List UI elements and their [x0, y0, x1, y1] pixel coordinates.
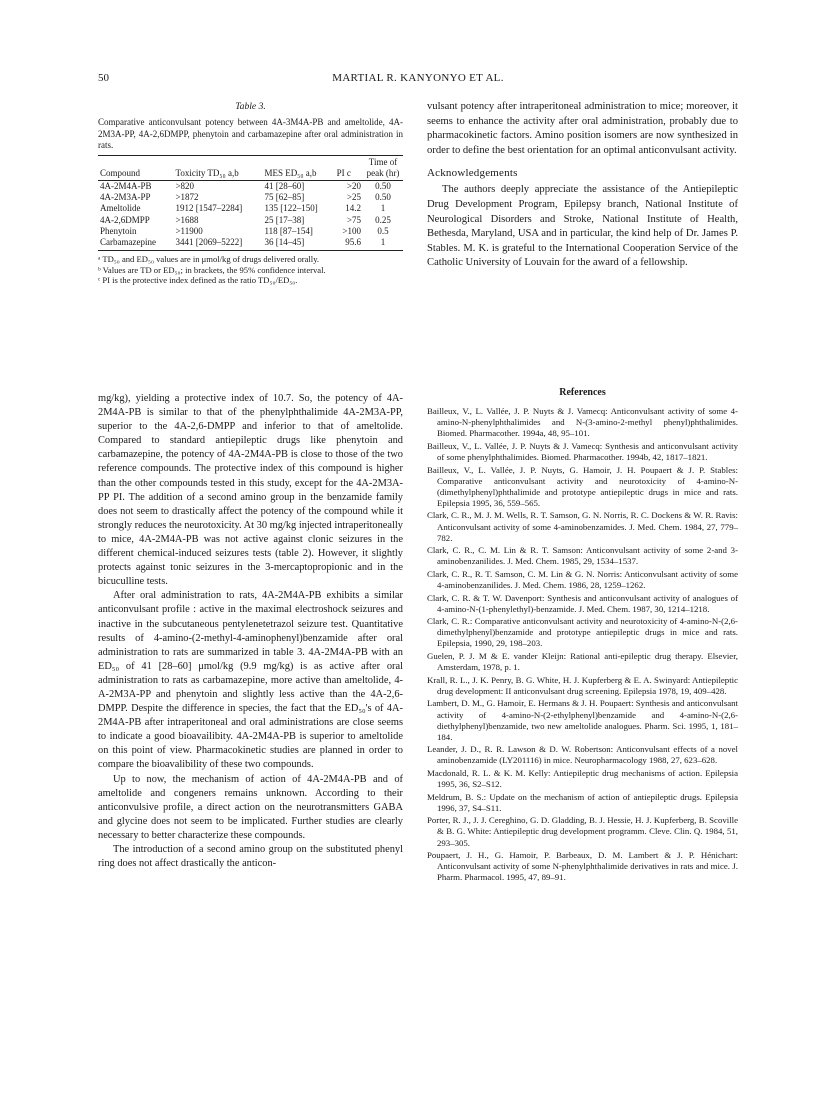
right-column-top	[427, 100, 738, 271]
footnote: ᵃ TD₅₀ and ED₅₀ values are in μmol/kg of drugs delivered orally.	[98, 254, 320, 265]
table-cell: >75	[346, 214, 361, 225]
table-cell: 4A-2M3A-PP	[100, 192, 151, 203]
acknowledgements-heading: Acknowledgements	[427, 167, 518, 180]
reference-item: Clark, C. R.: Comparative anticonvulsant activity and neurotoxicity of 4-amino-N-(2,6-dimethylphenyl)benzamide and prototype antiepileptic drugs in mice and rats. Epilepsia, 1990, 29, 198–203.	[427, 616, 738, 649]
table-header-cell: Time of peak (hr)	[363, 156, 403, 181]
footnote: ᵇ Values are TD or ED₅₀; in brackets, the 95% confidence interval.	[98, 264, 326, 275]
table-cell: 135 [122–150]	[264, 203, 318, 214]
references-list	[427, 406, 738, 883]
table-header-cell: PI c	[335, 156, 363, 181]
running-title: MARTIAL R. KANYONYO ET AL.	[332, 72, 504, 84]
reference-item: Clark, C. R., M. J. M. Wells, R. T. Samson, G. N. Norris, R. C. Dockens & W. R. Ravis: Anticonvulsant activity of some 4-aminobenzamides. J. Med. Chem. 1984, 27, 779–782.	[427, 510, 738, 543]
reference-item: Clark, C. R., R. T. Samson, C. M. Lin & G. N. Norris: Anticonvulsant activity of some 4-aminobenzanilides. J. Med. Chem. 1986, 28, 1259–1262.	[427, 568, 738, 590]
table-3-block	[98, 100, 403, 285]
footnote: ᶜ PI is the protective index defined as the ratio TD₅₀/ED₅₀.	[98, 275, 298, 286]
table-row	[98, 226, 403, 237]
table-row	[98, 192, 403, 203]
table-cell: 4A-2,6DMPP	[100, 214, 150, 225]
reference-item: Guelen, P. J. M & E. vander Kleijn: Rational anti-epileptic drug therapy. Elsevier, Amsterdam, 1978, p. 1.	[427, 651, 738, 673]
table-cell: 0.50	[375, 181, 391, 191]
table-row	[98, 215, 403, 226]
table-cell: 1	[380, 203, 386, 214]
table-cell: >25	[346, 192, 361, 203]
table-cell: 1912 [1547–2284]	[175, 203, 243, 214]
table-cell: 95.6	[335, 237, 363, 251]
references-heading: References	[559, 387, 606, 398]
reference-item: Porter, R. J., J. J. Cereghino, G. D. Gladding, B. J. Hessie, H. J. Kupferberg, B. Scoville & B. G. White: Antiepileptic drug development programm. Cleve. Clin. Q. 1984, 51, 293–305.	[427, 815, 738, 848]
table-cell: 75 [62–85]	[264, 192, 305, 203]
reference-item: Clark, C. R., C. M. Lin & R. T. Samson: Anticonvulsant activity of some 2-and 3-aminobenzanilides. J. Med. Chem. 1985, 29, 1534–1537.	[427, 545, 738, 567]
table-cell: 36 [14–45]	[263, 237, 335, 251]
table-cell: >20	[346, 181, 361, 191]
reference-item: Bailleux, V., L. Vallée, J. P. Nuyts & J. Vamecq: Synthesis and anticonvulsant activity of some phenylphthalimides. Biomed. Pharmacother. 1994b, 42, 1817–1821.	[427, 440, 738, 462]
table-cell: >1872	[175, 192, 199, 203]
table-cell: Carbamazepine	[98, 237, 173, 251]
table-cell: Ameltolide	[100, 203, 141, 214]
table-cell: 0.5	[377, 225, 389, 236]
table-row	[98, 237, 403, 251]
table-caption: Comparative anticonvulsant potency between 4A-3M4A-PB and ameltolide, 4A-2M3A-PP, 4A-2,6DMPP, phenytoin and carbamazepine after oral administration in rats.	[98, 117, 403, 156]
reference-item: Krall, R. L., J. K. Penry, B. G. White, H. J. Kupferberg & E. A. Swinyard: Antiepileptic drug development: II anticonvulsant drug screening. Epilepsia 1978, 19, 409–428.	[427, 674, 738, 696]
body-paragraph: Up to now, the mechanism of action of 4A-2M4A-PB and of ameltolide and congeners remains unknown. According to their anticonvulsive profile, a direct action on the neurotransmitters GABA and glycine does not seem to be implicated. Further studies are clearly necessary to better characterize these compounds.	[98, 773, 403, 841]
reference-item: Bailleux, V., L. Vallée, J. P. Nuyts, G. Hamoir, J. H. Poupaert & J. P. Stables: Comparative anticonvulsant activity and neurotoxicity of 4-amino-N-(dimethylphenyl)phthalimide and prototype antiepileptic drugs in mice and rats. Epilepsia 1995, 36, 559–565.	[427, 464, 738, 508]
table-cell: 0.50	[375, 192, 391, 203]
body-paragraph: vulsant potency after intraperitoneal administration to mice; moreover, it seems to enhance the activity after oral administration, probably due to pharmacokinetic factors. Amino position isomers are now synthesized in order to define the best orientation for an optimal anticonvulsant activity.	[427, 101, 738, 156]
table-footnotes	[98, 254, 403, 285]
page-number: 50	[98, 72, 109, 84]
table-cell: 25 [17–38]	[264, 214, 305, 225]
acknowledgements-text: The authors deeply appreciate the assistance of the Antiepileptic Drug Development Program, Epilepsy branch, National Institute of Neurological Disorders and Stroke, National Institute of Health, Bethesda, Maryland, USA and in particular, the kind help of Dr. James P. Stables. M. K. is grateful to the International Cooperation Service of the Catholic University of Louvain for the award of a fellowship.	[427, 184, 738, 269]
table-row	[98, 181, 403, 193]
body-paragraph: After oral administration to rats, 4A-2M4A-PB exhibits a similar anticonvulsant profile : active in the maximal electroshock seizures and inactive in the subcutaneous pentylenetetrazol seizure test. Quantitative results of 4-amino-(2-methyl-4-aminophenyl)benzamide after oral administration to rats are summarized in table 3. 4A-2M4A-PB with an ED₅₀ of 41 [28–60] μmol/kg (9.9 mg/kg) is as active after oral administration to rats as carbamazepine, more active than ameltolide, 4-A-2M3A-PP and phenytoin and slightly less active than the 4A-2,6-DMPP. Despite the difference in species, the fact that the ED₅₀'s of 4A-2M4A-PB after intraperitoneal and oral administrations are close seems to indicate a good bioavailibity. 4A-2M4A-PB is superior to ameltolide on this point of view. Pharmacokinetic studies are planned in order to compare the bioavalibility of these two compounds.	[98, 590, 403, 771]
table-cell: 14.2	[345, 203, 361, 214]
table-cell: 41 [28–60]	[264, 181, 305, 191]
reference-item: Meldrum, B. S.: Update on the mechanism of action of antiepileptic drugs. Epilepsia 1996, 37, S4–S11.	[427, 791, 738, 813]
table-cell: 4A-2M4A-PB	[100, 181, 152, 191]
anticonvulsant-table	[98, 156, 403, 252]
table-header-cell: MES ED₅₀ a,b	[263, 156, 335, 181]
body-paragraph: The introduction of a second amino group on the substituted phenyl ring does not affect drastically the anticon-	[98, 844, 403, 870]
reference-item: Clark, C. R. & T. W. Davenport: Synthesis and anticonvulsant activity of analogues of 4-amino-N-(1-phenylethyl)-benzamide. J. Med. Chem. 1987, 30, 1214–1218.	[427, 592, 738, 614]
table-header-row	[98, 156, 403, 181]
left-column-body	[98, 392, 403, 871]
table-header-cell: Compound	[98, 156, 173, 181]
table-cell: 118 [87–154]	[264, 225, 313, 236]
table-cell: >11900	[175, 225, 203, 236]
table-cell: Phenytoin	[100, 225, 137, 236]
table-header-cell: Toxicity TD₅₀ a,b	[173, 156, 262, 181]
reference-item: Poupaert, J. H., G. Hamoir, P. Barbeaux, D. M. Lambert & J. P. Hénichart: Anticonvulsant activity of some N-phenylphthalimide derivatives in rats and mice. J. Pharm. Pharmacol. 1995, 47, 89–91.	[427, 850, 738, 883]
table-cell: >820	[175, 181, 195, 191]
reference-item: Bailleux, V., L. Vallée, J. P. Nuyts & J. Vamecq: Anticonvulsant activity of some 4-amino-N-phenylphthalimides and N-(3-amino-2-methyl phenyl)phthalimides. Biomed. Pharmacother. 1994a, 48, 95–101.	[427, 406, 738, 439]
reference-item: Lambert, D. M., G. Hamoir, E. Hermans & J. H. Poupaert: Synthesis and anticonvulsant activity of 4-amino-N-(2-ethylphenyl)benzamide and 4-amino-N-(2,6-diethylphenyl)benzamide, two new ameltolide analogues. Pharm. Sci. 1995, 1, 181–184.	[427, 698, 738, 742]
table-cell: 0.25	[375, 214, 391, 225]
table-title: Table 3.	[235, 101, 266, 112]
table-cell: 1	[363, 237, 403, 251]
table-cell: >100	[342, 225, 361, 236]
table-cell: >1688	[175, 214, 199, 225]
reference-item: Leander, J. D., R. R. Lawson & D. W. Robertson: Anticonvulsant effects of a novel aminobenzamide (LY201116) in mice. Neuropharmacology 1988, 27, 623–628.	[427, 744, 738, 766]
table-cell: 3441 [2069–5222]	[173, 237, 262, 251]
table-row	[98, 203, 403, 214]
reference-item: Macdonald, R. L. & K. M. Kelly: Antiepileptic drug mechanisms of action. Epilepsia 1995, 36, S2–S12.	[427, 768, 738, 790]
references-section	[427, 386, 738, 885]
body-paragraph: mg/kg), yielding a protective index of 10.7. So, the potency of 4A-2M4A-PB is similar to that of the phenylphthalimide 4A-2M3A-PP, superior to the 4A-2,6-DMPP and inferior to that of ameltolide. Compared to standard antiepileptic drugs like phenytoin and carbamazepine, the potency of 4A-2M4A-PB is close to those of the two reference compounds. The protective index of this compound is higher than the other compounds tested in this study, except for the 4A-2M3A-PP PI. The addition of a second amino group in the benzamide family does not seem to drastically affect the potency of the compound while it strongly reduces the neurotoxicity. At 30 mg/kg injected intraperitoneally to mice, 4A-2M4A-PB was not active against clonic seizures in the different chemical-induced seizures tests (table 2). However, it slightly protects against tonic seizures in the 3-mercaptopropionic and in the bicuculline tests.	[98, 393, 403, 588]
table-body	[98, 181, 403, 251]
